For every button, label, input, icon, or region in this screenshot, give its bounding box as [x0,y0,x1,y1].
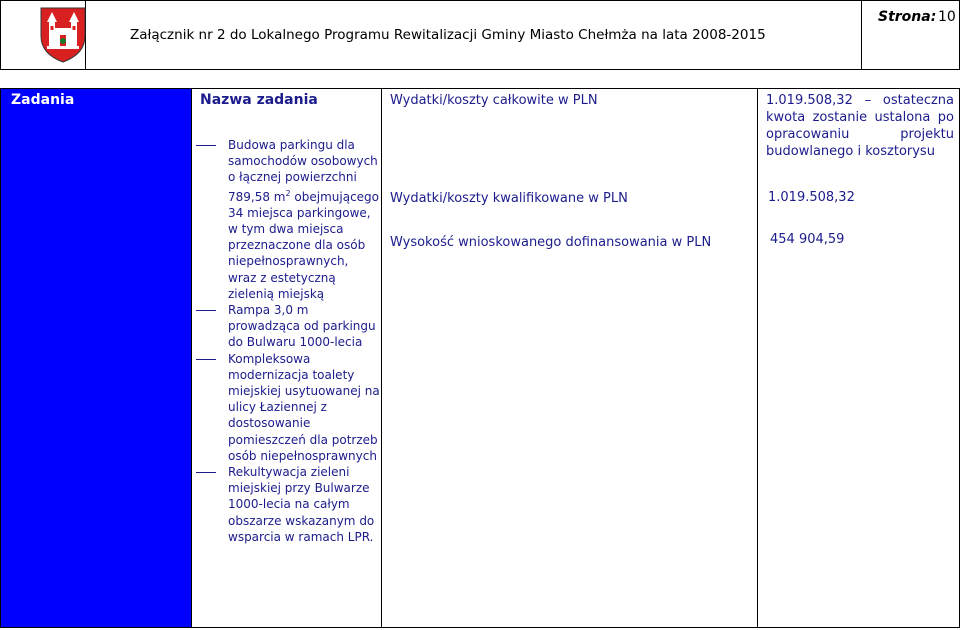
page-label: Strona: [878,9,937,25]
task-text-continued: obejmującego 34 miejsca parkingowe, w tym dwa miejsca przeznaczone dla osób niepełnosprawnych, wraz z estetyczną zielenią miejską [228,189,380,301]
task-text: Budowa parkingu dla samochodów osobowych o łącznej powierzchni 789,58 m [228,138,378,204]
task-list [196,137,380,545]
column-cost-labels [382,88,758,628]
requested-funding-label: Wysokość wnioskowanego dofinansowania w PLN [390,235,712,250]
task-text: Kompleksowa modernizacja toalety miejskiej usytuowanej na ulicy Łaziennej z dostosowanie pomieszczeń dla potrzeb osób niepełnosprawnych [228,351,380,463]
task-superscript: 2 [285,188,291,198]
list-item [196,351,380,464]
column-nazwa-zadania [192,88,382,628]
column-cost-values [758,88,960,628]
column-zadania [0,88,192,628]
nazwa-zadania-header: Nazwa zadania [200,92,318,108]
coat-of-arms-chelmza-icon [39,6,87,64]
list-item [196,302,380,351]
list-item [196,137,380,302]
requested-funding-value: 454 904,59 [770,232,845,247]
document-title: Załącznik nr 2 do Lokalnego Programu Rewitalizacji Gminy Miasto Chełmża na lata 2008-2015 [130,27,766,43]
eligible-costs-value: 1.019.508,32 [768,190,855,205]
task-table [0,88,960,628]
zadania-header: Zadania [11,92,75,108]
eligible-costs-label: Wydatki/koszty kwalifikowane w PLN [390,191,628,206]
total-costs-value: 1.019.508,32 – ostateczna kwota zostanie ustalona po opracowaniu projektu budowlanego i kosztorysu [766,93,954,159]
task-text: Rampa 3,0 m prowadząca od parkingu do Bulwaru 1000-lecia [228,303,376,350]
task-text: Rekultywacja zieleni miejskiej przy Bulwarze 1000-lecia na całym obszarze wskazanym do wsparcia w ramach LPR. [228,465,375,544]
page-header [0,0,960,70]
list-item [196,464,380,545]
logo-cell [1,1,86,69]
page-number: 10 [938,9,956,25]
total-costs-label: Wydatki/koszty całkowite w PLN [390,93,598,108]
